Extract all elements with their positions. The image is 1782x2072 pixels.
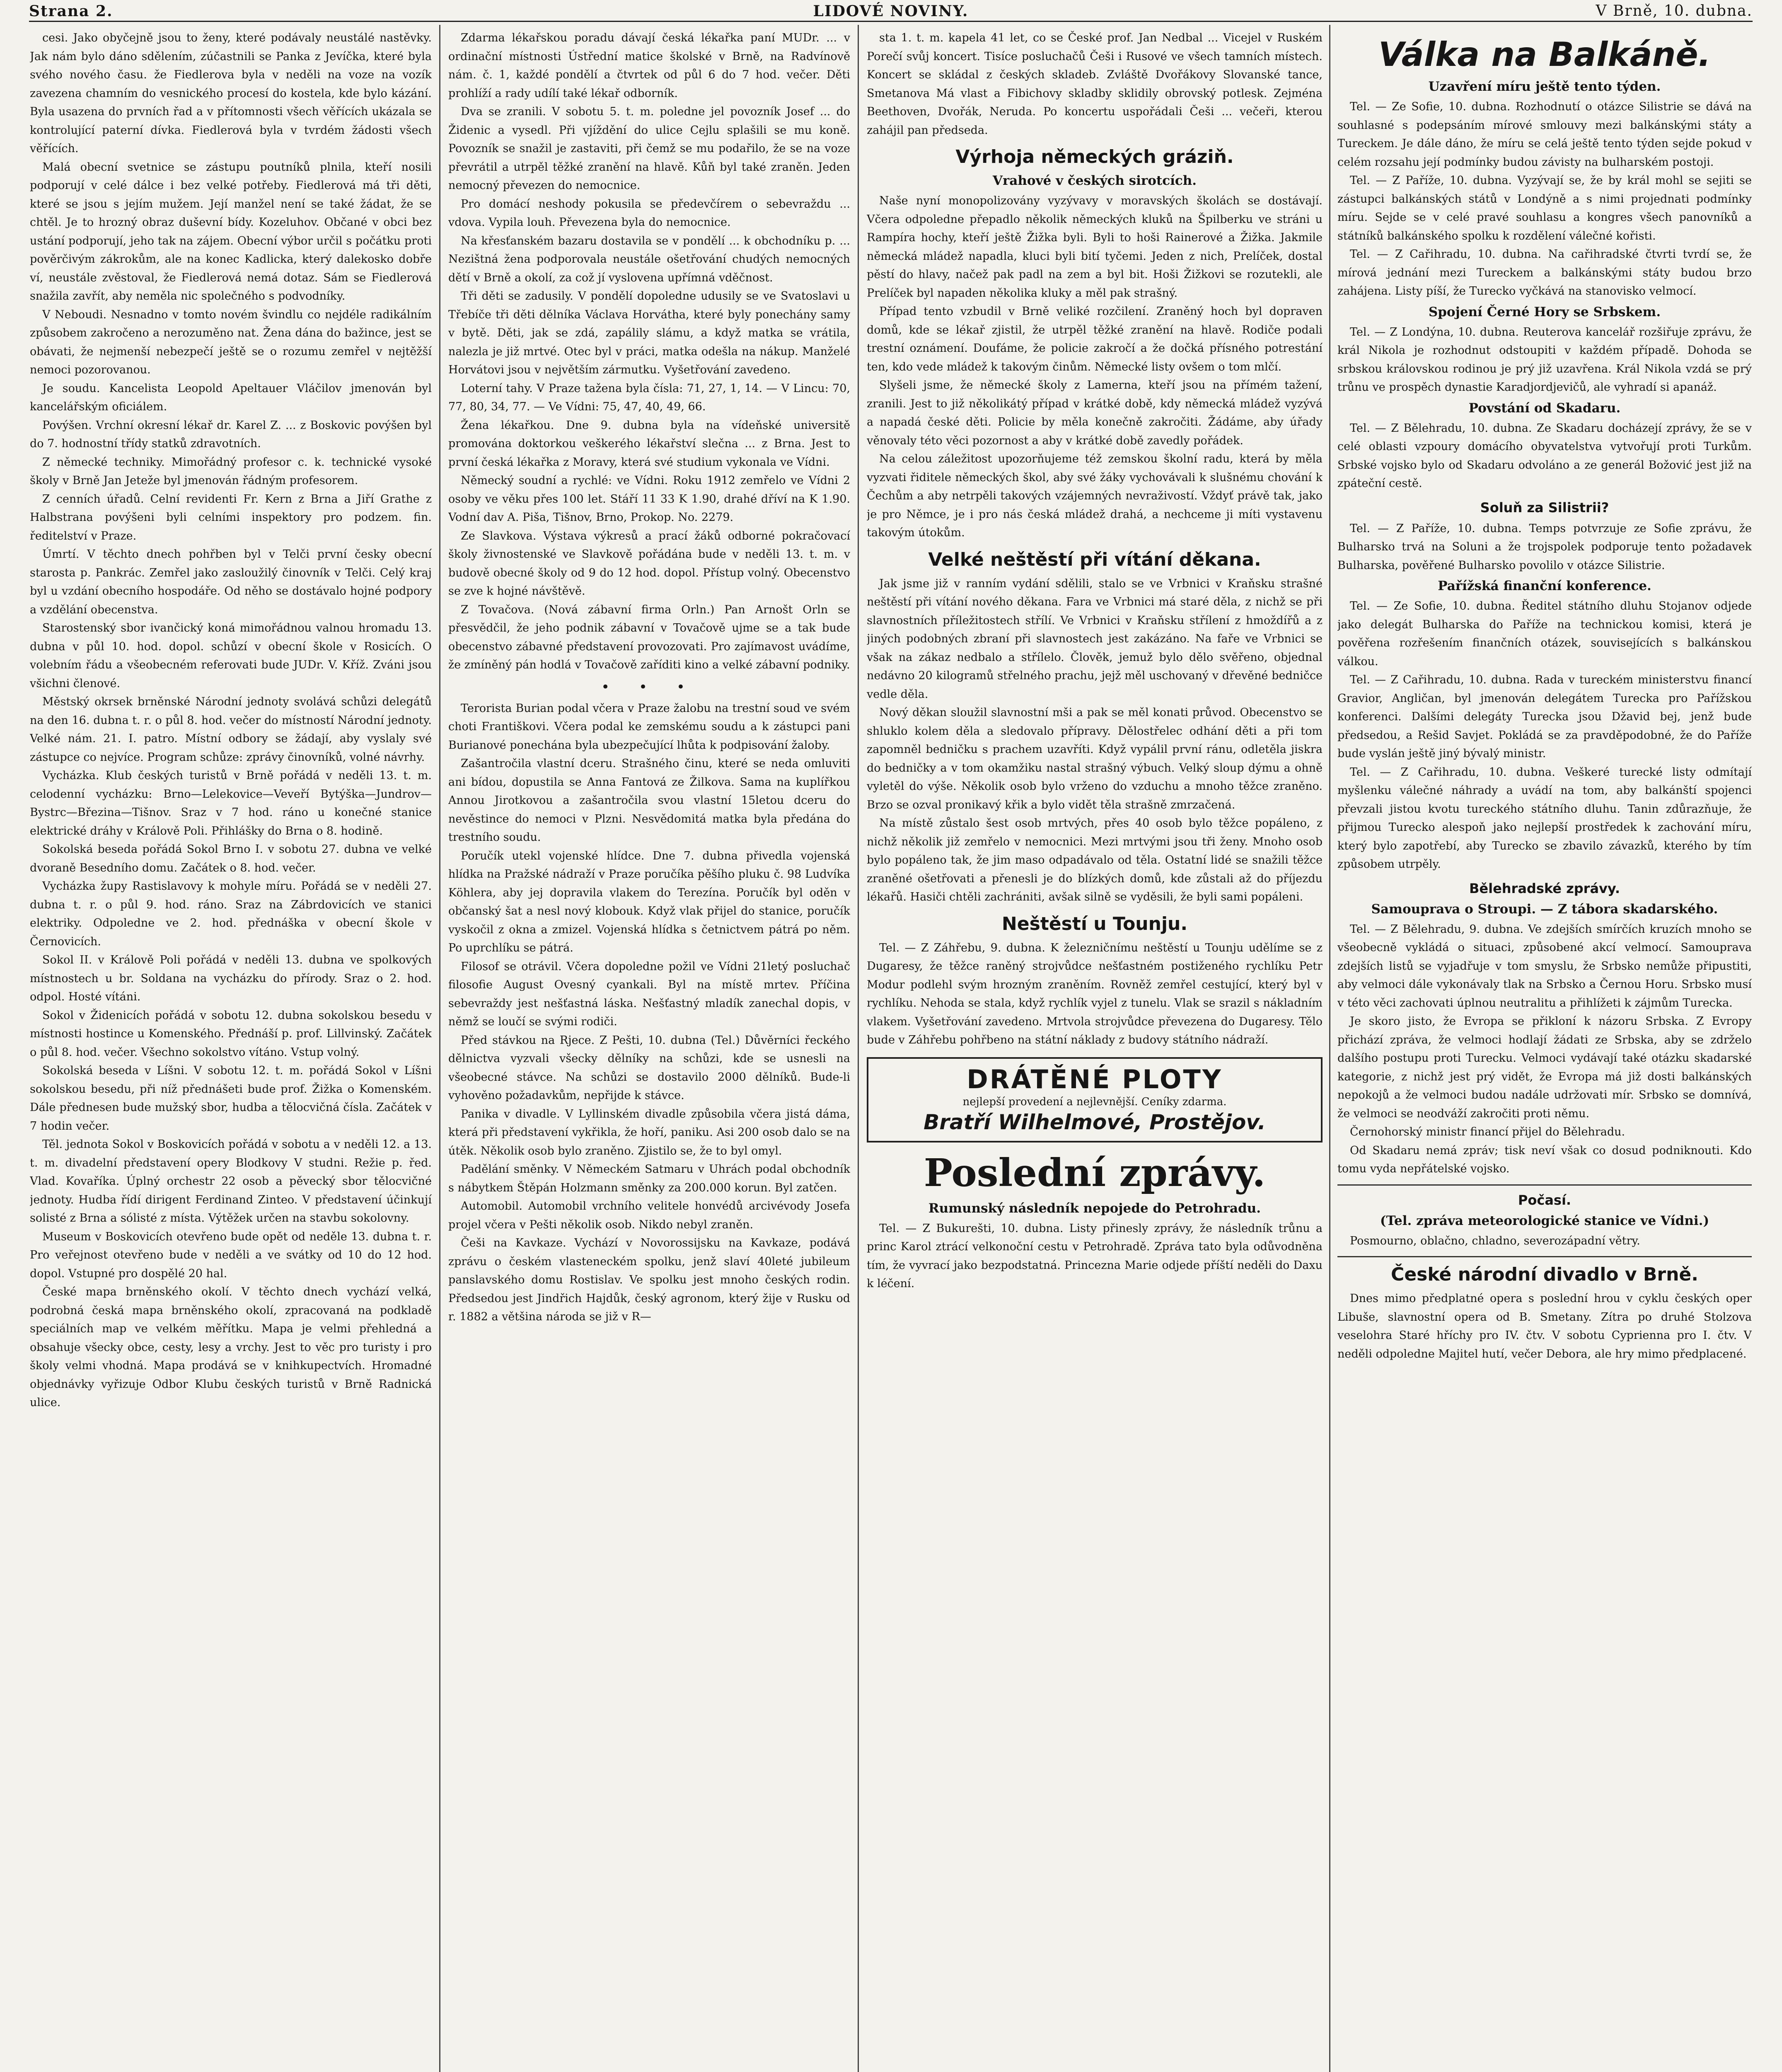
article-paragraph: Slyšeli jsme, že německé školy z Lamerna, kteří jsou na přímém tažení, zranili. Jest to již několikátý případ v krátké době, kdy německá mládež vyzývá a napadá české děti. Policie by měla konečně zakročiti. Žádáme, aby úřady věnovaly této věci pozornost a aby v krátké době zavedly pořádek.	[867, 379, 1323, 447]
article-subheadline: Samouprava o Stroupi. — Z tábora skadarského.	[1371, 901, 1718, 917]
article-paragraph: Těl. jednota Sokol v Boskovicích pořádá v sobotu a v neděli 12. a 13. t. m. divadelní představení opery Blodkovy V studni. Režie p. řed. Vlad. Kovaříka. Úplný orchestr 22 osob a pěvecký sbor tělocvičné jednoty. Hudba řídí dirigent Ferdinand Zinteo. V představení účinkují solisté z Brna a sólisté z místa. Výtěžek určen na stavbu sokolovny.	[30, 1138, 432, 1225]
section-headline: Válka na Balkáně.	[1378, 35, 1711, 74]
article-paragraph: Tel. — Z Záhřebu, 9. dubna. K železničnímu neštěstí u Tounju udělíme se z Dugaresy, že těžce raněný strojvůdce nešťastném postiženého rychlíku Petr Modur podlehl svým hrozným zraněním. Rovněž zemřel cestující, který byl v rychlíku. Nehoda se stala, když rychlík vyjel z tunelu. Vlak se srazil s nákladním vlakem. Vyšetřování zavedeno. Mrtvola strojvůdce převezena do Dugaresy. Tělo bude v Záhřebu pohřbeno na státní náklady z budovy státního nádraží.	[867, 941, 1323, 1046]
article-paragraph: Museum v Boskovicích otevřeno bude opět od neděle 13. dubna t. r. Pro veřejnost otevřeno bude v neděli a ve svátky od 10 do 12 hod. dopol. Vstupné pro dospělé 20 hal.	[30, 1230, 432, 1280]
article-paragraph: Je skoro jisto, že Evropa se přikloní k názoru Srbska. Z Evropy přichází zpráva, že velmoci hodlají žádati ze Srbska, aby se zdrželo dalšího postupu proti Turecku. Velmoci vydávají také otázku skadarské kategorie, z nichž jest prý vidět, že Evropa má již dosti balkánských nepokojů a že velmoci budou nadále udržovati mír. Srbsko se domnívá, že velmoci se neodváží zakročiti proti němu.	[1337, 1015, 1752, 1120]
article-paragraph: Na místě zůstalo šest osob mrtvých, přes 40 osob bylo těžce popáleno, z nichž několik již zemřelo v nemocnici. Mezi mrtvými jsou tři ženy. Mnoho osob bylo popáleno tak, že jim maso odpadávalo od těla. Ostatní lidé se snažili těžce zraněné ošetřovati a přenesli je do blízkých domů, kde zůstali až do příjezdu lékařů. Hasiči chtěli zachrániti, avšak silně se vyděsili, že byli sami popáleni.	[867, 817, 1323, 903]
article-paragraph: Tel. — Z Bělehradu, 9. dubna. Ve zdejších smírčích kruzích mnoho se všeobecně vykládá o situaci, způsobené akcí velmocí. Samouprava zdejších listů se vyjadřuje v tom smyslu, že Srbsko nemůže připustiti, aby velmoci dále vykonávaly tlak na Srbsko a Černou Horu. Srbsko musí v této věci zachovati úplnou neutralitu a přihlížeti k zájmům Turecka.	[1337, 922, 1752, 1009]
article-subheadline: Vrahové v českých sirotcích.	[992, 173, 1197, 188]
ad-title: DRÁTĚNÉ PLOTY	[967, 1064, 1223, 1094]
article-paragraph: Automobil. Automobil vrchního velitele honvédů arcivévody Josefa projel včera v Pešti několik osob. Nikdo nebyl zraněn.	[448, 1200, 850, 1231]
article-paragraph: Filosof se otrávil. Včera dopoledne požil ve Vídni 21letý posluchač filosofie August Ovesný cyankali. Byl na místě mrtev. Příčina sebevraždy jest nešťastná láska. Nešťastný mladík zanechal dopis, v němž se loučí se svými rodiči.	[448, 960, 850, 1028]
divider-line	[1337, 1184, 1752, 1186]
column-4	[1337, 29, 1752, 2072]
article-paragraph: České mapa brněnského okolí. V těchto dnech vychází velká, podrobná česká mapa brněnského okolí, zpracovaná na podkladě speciálních map ve velkém měřítku. Mapa je velmi přehledná a obsahuje všecky obce, cesty, lesy a vrchy. Jest to věc pro turisty i pro školy velmi vhodná. Mapa prodává se v knihkupectvích. Hromadné objednávky vyřizuje Odbor Klubu českých turistů v Brně Radnická ulice.	[30, 1285, 432, 1409]
article-paragraph: Tel. — Z Cařihradu, 10. dubna. Na cařihradské čtvrti tvrdí se, že mírová jednání mezi Tureckem a balkánskými státy budou brzo zahájena. Listy píší, že Turecko vyčkává na stanovisko velmocí.	[1337, 248, 1752, 298]
article-headline: České národní divadlo v Brně.	[1391, 1264, 1698, 1285]
page-number: Strana 2.	[29, 2, 113, 20]
article-subheadline: Rumunský následník nepojede do Petrohradu.	[928, 1201, 1261, 1216]
article-paragraph: Poručík utekl vojenské hlídce. Dne 7. dubna přivedla vojenská hlídka na Pražské nádraží v Praze poručíka pěšího pluku č. 98 Ludvíka Köhlera, aby jej dopravila vlakem do Terezína. Poručík byl oděn v občanský šat a nesl nový klobouk. Když vlak přijel do stanice, poručík vyskočil z okna a zmizel. Vojenská hlídka s četnictvem pátrá po něm. Po uprchlíku se pátrá.	[448, 849, 850, 954]
article-paragraph: Zašantročila vlastní dceru. Strašného činu, které se neda omluviti ani bídou, dopustila se Anna Fantová ze Žilkova. Sama na kuplířkou Annou Jirotkovou a zašantročila svou vlastní 15letou dceru do nevěstince do nemoci v Plzni. Nesvědomitá matka byla předána do trestního soudu.	[448, 757, 850, 844]
article-paragraph: Malá obecní svetnice se zástupu poutníků plnila, kteří nosili podporují v celé dálce i bez velké potřeby. Fiedlerová má tři děti, které se jsou s jejím mužem. Její manžel není se také žádat, že se chtěl. Je to hrozný obraz duševní bídy. Kozeluhov. Občané v obci bez ustání podporují, jeho tak na zájem. Obecní výbor určil s počátku proti pověrčivým zákrokům, ale na konec Kadlicka, který dalekosko dobře ví, neustále zvěstoval, že Fiedlerová nemá dotaz. Sám se Fiedlerová snažila zavřít, aby neměla nic společného s podvodníky.	[30, 160, 432, 303]
column-rule	[858, 25, 859, 2072]
article-paragraph: Tel. — Ze Sofie, 10. dubna. Rozhodnutí o otázce Silistrie se dává na souhlasné s podepsáním mírové smlouvy mezi balkánskými státy a Tureckem. Je dále dáno, že míru se celá ještě tento týden sejde pokud v celém rozsahu její podmínky budou závisty na bulharském postoji.	[1337, 100, 1752, 169]
article-paragraph: Tel. — Z Cařihradu, 10. dubna. Veškeré turecké listy odmítají myšlenku válečné náhrady a uvádí na tom, aby balkánští spojenci převzali jistou kvotu tureckého státního dluhu. Tanin zdůrazňuje, že přijmou Turecko alespoň jako nejlepší prostředek k zachování míru, který bylo zapotřebí, aby Turecko se zbavilo závazků, kterého by tím způsobem utrpěly.	[1337, 765, 1752, 871]
column-1	[30, 29, 432, 2072]
article-paragraph: Povýšen. Vrchní okresní lékař dr. Karel Z. ... z Boskovic povýšen byl do 7. hodnostní třídy statků zdravotních.	[30, 419, 432, 450]
article-headline: Počasí.	[1518, 1192, 1572, 1208]
article-paragraph: Před stávkou na Rjece. Z Pešti, 10. dubna (Tel.) Důvěrníci řeckého dělnictva vyzvali všecky dělníky na schůzi, kde se usnesli na všeobecné stávce. Na schůzi se dostavilo 2000 dělníků. Bude-li vyhověno požadavkům, nepřijde k stávce.	[448, 1034, 850, 1102]
article-paragraph: Na křesťanském bazaru dostavila se v pondělí ... k obchodníku p. ... Nezištná žena podporovala neustále ošetřování chudých nemocných dětí v Brně a okolí, za což jí vyslovena upřímná vděčnost.	[448, 234, 850, 284]
article-paragraph: Nový děkan sloužil slavnostní mši a pak se měl konati průvod. Obecenstvo se shluklo kolem děla a sledovalo přípravy. Dělostřelec odhání děti a při tom zapomněl bedničku s prachem uzavříti. Když vypálil první ránu, odletěla jiskra do bedničky a v tom okamžiku nastal strašný výbuch. Velký sloup dýmu a ohně vyletěl do výše. Několik osob bylo vrženo do vzduchu a mnoho těžce zraněno. Brzo se ozval pronikavý křik a bylo vidět těla strašně zmrzačená.	[867, 706, 1323, 811]
article-paragraph: Z cenních úřadů. Celní revidenti Fr. Kern z Brna a Jiří Grathe z Halbstrana povýšeni byli celními inspektory pro podzem. fin. ředitelství v Praze.	[30, 492, 432, 542]
ad-firm-name: Bratří Wilhelmové, Prostějov.	[924, 1110, 1266, 1134]
article-headline: Velké neštěstí při vítání děkana.	[928, 549, 1261, 570]
article-paragraph: Loterní tahy. V Praze tažena byla čísla: 71, 27, 1, 14. — V Lincu: 70, 77, 80, 34, 77. — Ve Vídni: 75, 47, 40, 49, 66.	[448, 382, 850, 413]
divider-line	[1337, 1256, 1752, 1257]
article-subheadline: Spojení Černé Hory se Srbskem.	[1428, 304, 1661, 320]
article-paragraph: Naše nyní monopolizovány vyzývavy v moravských školách se dostávají. Včera odpoledne přepadlo několik německých kluků na Špilberku ve stráni u Rampíra hochy, kteří ještě Žižka byli. Byli to hoši Rainerové a Žižka. Jakmile německá mládež napadla, kluci byli bití tyčemi. Jeden z nich, Prelíček, dostal pěstí do hlavy, načež pak padl na zem a byl bit. Hoši Žižkovi se rozutekli, ale Prelíček byl napaden několika kluky a měl pak strašný.	[867, 194, 1323, 300]
article-paragraph: Tel. — Z Bukurešti, 10. dubna. Listy přinesly zprávy, že následník trůnu a princ Karol ztrácí velkonoční cestu v Petrohradě. Zpráva tato byla odůvodněna tím, že vyvrací jako bezpodstatná. Princezna Marie odjede příští neděli do Daxu k léčení.	[867, 1222, 1323, 1290]
article-paragraph: Je soudu. Kancelista Leopold Apeltauer Vláčilov jmenován byl kancelářským oficiálem.	[30, 382, 432, 413]
late-news-headline: Poslední zprávy.	[924, 1150, 1266, 1195]
article-headline: Neštěstí u Tounju.	[1001, 913, 1188, 934]
article-paragraph: Tel. — Z Bělehradu, 10. dubna. Ze Skadaru docházejí zprávy, že se v celé oblasti vzpoury domácího obyvatelstva vytvořují proti Turkům. Srbské vojsko bylo od Skadaru odvoláno a ze generál Božović jest již na zpáteční cestě.	[1337, 421, 1752, 490]
article-subheadline: Pařížská finanční konference.	[1438, 579, 1651, 593]
article-subheadline: Uzavření míru ještě tento týden.	[1428, 79, 1661, 94]
article-paragraph: Posmourno, oblačno, chladno, severozápadní větry.	[1350, 1234, 1640, 1247]
article-headline: Výrhoja německých gráziň.	[955, 146, 1234, 167]
article-paragraph: Tel. — Ze Sofie, 10. dubna. Ředitel státního dluhu Stojanov odjede jako delegát Bulharska do Paříže na technickou komisi, která je pověřena rozřešením finančních otázek, souvisejících s balkánskou válkou.	[1337, 600, 1752, 668]
article-paragraph: Úmrtí. V těchto dnech pohřben byl v Telči první česky obecní starosta p. Pankrác. Zemřel jako zasloužilý činovník v Telči. Celý kraj byl u vzdání obecního hospodáře. Od něho se dostávalo hojné podpory a vzdělání obecenstva.	[30, 548, 432, 616]
article-paragraph: Dva se zranili. V sobotu 5. t. m. poledne jel povozník Josef ... do Židenic a vysedl. Při vjíždění do ulice Cejlu splašili se mu koně. Povozník se snažil je zastaviti, při čemž se mu podařilo, že se na voze převrátil a utrpěl těžké zranění na hlavě. Kůň byl také zraněn. Jeden nemocný převezen do nemocnice.	[448, 105, 850, 192]
article-paragraph: Padělání směnky. V Německém Satmaru v Uhrách podal obchodník s nábytkem Štěpán Holzmann směnky za 200.000 korun. Byl zatčen.	[448, 1163, 850, 1194]
article-paragraph: Tel. — Z Paříže, 10. dubna. Vyzývají se, že by král mohl se sejiti se zástupci balkánských států v Londýně a s nimi projednati podmínky míru. Sejde se v celé pravé souhlasu a kongres všech panovníků a státníků balkánského spolku k rozdělení válečné kořisti.	[1337, 174, 1752, 242]
article-paragraph: Panika v divadle. V Lyllinském divadle způsobila včera jistá dáma, která při představení vykřikla, že hoří, paniku. Asi 200 osob dalo se na útěk. Několik osob bylo zraněno. Zjistilo se, že to byl omyl.	[448, 1107, 850, 1157]
article-paragraph: V Neboudi. Nesnadno v tomto novém švindlu co nejdéle radikálním způsobem zakročeno a nerozuměno nat. Žena dána do bažince, jest se obávati, že nejmenší nebezpečí ještě se o rozumu zemřel v nejtěžší nemoci pozorovanou.	[30, 308, 432, 376]
article-paragraph: sta 1. t. m. kapela 41 let, co se České prof. Jan Nedbal ... Vicejel v Ruském Porečí svůj koncert. Tisíce posluchačů Češi i Rusové ve všech tamních místech. Koncert se skládal z českých skladeb. Zvláště Dvořákovy Slovanské tance, Smetanova Má vlast a Fibichovy skladby sklidily obrovský potlesk. Zejména Beethoven, Dvořák, Neruda. Po koncertu uspořádali Češi ... večeři, kterou zahájil pan předseda.	[867, 31, 1323, 137]
article-paragraph: Tři děti se zadusily. V pondělí dopoledne udusily se ve Svatoslavi u Třebíče tři děti dělníka Václava Horvátha, které byly ponechány samy v bytě. Děti, jak se zdá, zapálily slámu, a když matka se vrátila, nalezla je již mrtvé. Otec byl v práci, matka odešla na nákup. Manželé Horvátovi jsou v největším zármutku. Vyšetřování zavedeno.	[448, 290, 850, 376]
column-rule	[1329, 25, 1330, 2072]
article-paragraph: Starostenský sbor ivančický koná mimořádnou valnou hromadu 13. dubna v půl 10. hod. dopol. schůzí v obecní škole v Rosicích. O volebním řádu a všeobecném referovati bude JUDr. V. Kříž. Zváni jsou všichni členové.	[30, 622, 432, 690]
article-paragraph: Sokol v Židenicích pořádá v sobotu 12. dubna sokolskou besedu v místnosti hostince u Komenského. Přednáší p. prof. Lillvinský. Začátek o půl 8. hod. večer. Všechno sokolstvo vítáno. Vstup volný.	[30, 1009, 432, 1059]
column-rule	[439, 25, 440, 2072]
article-headline: Soluň za Silistrii?	[1480, 499, 1609, 516]
masthead	[29, 0, 1753, 22]
article-paragraph: Vycházka. Klub českých turistů v Brně pořádá v neděli 13. t. m. celodenní vycházku: Brno—Lelekovice—Veveří Bytýška—Jundrov—Bystrc—Březina—Tišnov. Sraz v 7 hod. ráno u konečné stanice elektrické dráhy v Králově Poli. Přihlášky do Brna o 8. hodině.	[30, 769, 432, 838]
article-paragraph: Městský okrsek brněnské Národní jednoty svolává schůzi delegátů na den 16. dubna t. r. o půl 8. hod. večer do místností Národní jednoty. Velké nám. 21. I. patro. Místní odbory se žádají, aby vyslaly své zástupce co nejvíce. Program schůze: zprávy činovníků, volné návrhy.	[30, 695, 432, 764]
column-3	[867, 29, 1323, 2072]
article-paragraph: Sokol II. v Králově Poli pořádá v neděli 13. dubna ve spolkových místnostech u br. Soldana na vycházku do přírody. Sraz o 2. hod. odpol. Hosté vítáni.	[30, 954, 432, 1003]
article-paragraph: Tel. — Z Paříže, 10. dubna. Temps potvrzuje ze Sofie zprávu, že Bulharsko trvá na Soluni a že trojspolek podporuje tento požadavek Bulharska, pověřené Bulharsko povolilo v otázce Silistrie.	[1337, 522, 1752, 572]
article-paragraph: Žena lékařkou. Dne 9. dubna byla na vídeňské universitě promována doktorkou veškerého lékařství slečna ... z Brna. Jest to první česká lékařka z Moravy, která své studium vykonala ve Vídni.	[448, 419, 850, 469]
article-paragraph: Černohorský ministr financí přijel do Bělehradu.	[1350, 1126, 1625, 1138]
newspaper-title: LIDOVÉ NOVINY.	[813, 2, 969, 20]
article-paragraph: Češi na Kavkaze. Vychází v Novorossijsku na Kavkaze, podává zprávu o českém vlasteneckém spolku, jenž slaví 40leté jubileum panslavského domu Rostislav. Ve spolku jest mnoho českých rodin. Předsedou jest Jindřich Hajdůk, český agronom, který žije v Rusku od r. 1882 a většina národa se již v R—	[448, 1237, 850, 1323]
article-paragraph: Ze Slavkova. Výstava výkresů a prací žáků odborné pokračovací školy živnostenské ve Slavkově pořádána bude v neděli 13. t. m. v budově obecné školy od 9 do 12 hod. dopol. Přístup volný. Obecenstvo se zve k hojné návštěvě.	[448, 529, 850, 598]
ad-tagline: nejlepší provedení a nejlevnější. Ceníky zdarma.	[962, 1095, 1227, 1108]
advertisement-box	[867, 1057, 1323, 1143]
article-paragraph: Z Tovačova. (Nová zábavní firma Orln.) Pan Arnošt Orln se přesvědčil, že jeho podnik zábavní v Tovačově ujme se a tak bude obecenstvo zábavné představení provozovati. Pro zajímavost uvádíme, že zmíněný pán hodlá v Tovačově zaříditi kino a velké zábavní podniky.	[448, 603, 850, 671]
article-subheadline: (Tel. zpráva meteorologické stanice ve Vídni.)	[1380, 1213, 1709, 1228]
article-headline: Bělehradské zprávy.	[1469, 880, 1620, 896]
article-paragraph: Pro domácí neshody pokusila se předevčírem o sebevraždu ... vdova. Vypila louh. Převezena byla do nemocnice.	[448, 197, 850, 229]
article-paragraph: Německý soudní a rychlé: ve Vídni. Roku 1912 zemřelo ve Vídni 2 osoby ve věku přes 100 let. Stáří 11 33 K 1.90, drahé dříví na K 1.90. Vodní dav A. Piša, Tišnov, Brno, Prokop. No. 2279.	[448, 474, 850, 524]
article-paragraph: Zdarma lékařskou poradu dávají česká lékařka paní MUDr. ... v ordinační místnosti Ústřední matice školské v Brně, na Radvínově nám. č. 1, každé pondělí a čtvrtek od půl 6 do 7 hod. večer. Děti prohlíží a rady udílí také lékař odborník.	[448, 31, 850, 100]
article-subheadline: Povstání od Skadaru.	[1468, 400, 1621, 416]
article-paragraph: Dnes mimo předplatné opera s poslední hrou v cyklu českých oper Libuše, slavnostní opera od B. Smetany. Zítra po druhé Stolzova veselohra Staré hříchy pro IV. čtv. V sobotu Cyprienna pro I. čtv. V neděli odpoledne Majitel hutí, večer Debora, ale hry mimo předplacené.	[1337, 1292, 1752, 1360]
article-paragraph: Sokolská beseda v Líšni. V sobotu 12. t. m. pořádá Sokol v Líšni sokolskou besedu, při níž přednášeti bude prof. Žižka o Komenském. Dále přednesen bude mužský sbor, hudba a tělocvičná čísla. Začátek v 7 hodin večer.	[30, 1064, 432, 1133]
article-paragraph: Od Skadaru nemá zpráv; tisk neví však co dosud podniknouti. Kdo tomu vyda nepřátelské vojsko.	[1337, 1144, 1752, 1175]
article-paragraph: Případ tento vzbudil v Brně veliké rozčilení. Zraněný hoch byl dopraven domů, kde se lékař zjistil, že utrpěl těžké zranění na hlavě. Rodiče podali trestní oznámení. Doufáme, že policie zakročí a že dočká přísného potrestání ten, kdo vede mládež k takovým činům. Německé listy ovšem o tom mlčí.	[867, 305, 1323, 373]
article-paragraph: Vycházka župy Rastislavovy k mohyle míru. Pořádá se v neděli 27. dubna t. r. o půl 9. hod. ráno. Sraz na Zábrdovicích ve stanici elektriky. Odpoledne ve 2. hod. přednáška v obecní škole v Černovicích.	[30, 880, 432, 948]
article-paragraph: cesi. Jako obyčejně jsou to ženy, které podávaly neustálé nastěvky. Jak nám bylo dáno sdělením, zúčastnili se Panka z Jevíčka, které byla svého nového času. že Fiedlerova byla v neděli na voze na vozík zavezena chamním do vesnického procesí do kostela, kde bylo kázání. Byla usazena do prvních řad a v přítomnosti všech věřících ukázala se kontrolující paterní dívka. Fiedlerová byla v tvrdém žádosti všech věřících.	[30, 31, 432, 155]
article-paragraph: Jak jsme již v ranním vydání sdělili, stalo se ve Vrbnici v Kraňsku strašné neštěstí při vítání nového děkana. Fara ve Vrbnici má staré děla, z nichž se při slavnostních příležitostech střílí. Ve Vrbnici v Kraňsku střílení z hmoždířů a z jiných podobných zbraní při slavnostech jest zakázáno. Na faře ve Vrbnici se však na zákaz nedbalo a střílelo. Člověk, jemuž bylo dělo svěřeno, objednal nedávno 20 kilogramů střelného prachu, jejž měl uschovaný v dřevěné bedničce vedle děla.	[867, 577, 1323, 701]
article-paragraph: Tel. — Z Cařihradu, 10. dubna. Rada v tureckém ministerstvu financí Gravior, Angličan, byl jmenován delegátem Turecka pro Pařížskou konferenci. Dalšími delegáty Turecka jsou Džavid bej, jenž bude předsedou, a Rešid Savjet. Pokládá se za pravděpodobné, že do Paříže bude vyslán ještě jiný bývalý ministr.	[1337, 673, 1752, 760]
article-paragraph: Tel. — Z Londýna, 10. dubna. Reuterova kancelář rozšiřuje zprávu, že král Nikola je rozhodnut odstoupiti v každém případě. Dohoda se srbskou královskou rodinou je prý již uzavřena. Král Nikola vzdá se prý trůnu ve prospěch dynastie Karadjordjevičů, ale vyhradí si apanáž.	[1337, 325, 1752, 394]
article-paragraph: Sokolská beseda pořádá Sokol Brno I. v sobotu 27. dubna ve velké dvoraně Besedního domu. Začátek o 8. hod. večer.	[30, 843, 432, 874]
article-paragraph: Terorista Burian podal včera v Praze žalobu na trestní soud ve svém choti Františkovi. Včera podal ke zemskému soudu a k zástupci pani Burianové ponechána byla ubezpečující lhůta k podpisování žaloby.	[448, 702, 850, 752]
article-paragraph: Na celou záležitost upozorňujeme též zemskou školní radu, která by měla vyzvati řiditele německých škol, aby své žáky vychovávali k slušnému chování k Čechům a aby netrpěli takových vzájemných nevraživostí. Vždyť právě tak, jako je pro Němce, je i pro nás česká mládež drahá, a nechceme ji míti vystavenu takovým útokům.	[867, 453, 1323, 539]
section-separator: • • •	[601, 678, 697, 695]
column-2	[448, 29, 850, 2072]
article-paragraph: Z německé techniky. Mimořádný profesor c. k. technické vysoké školy v Brně Jan Jeteže byl jmenován řádným profesorem.	[30, 455, 432, 487]
issue-date: V Brně, 10. dubna.	[1596, 2, 1753, 19]
